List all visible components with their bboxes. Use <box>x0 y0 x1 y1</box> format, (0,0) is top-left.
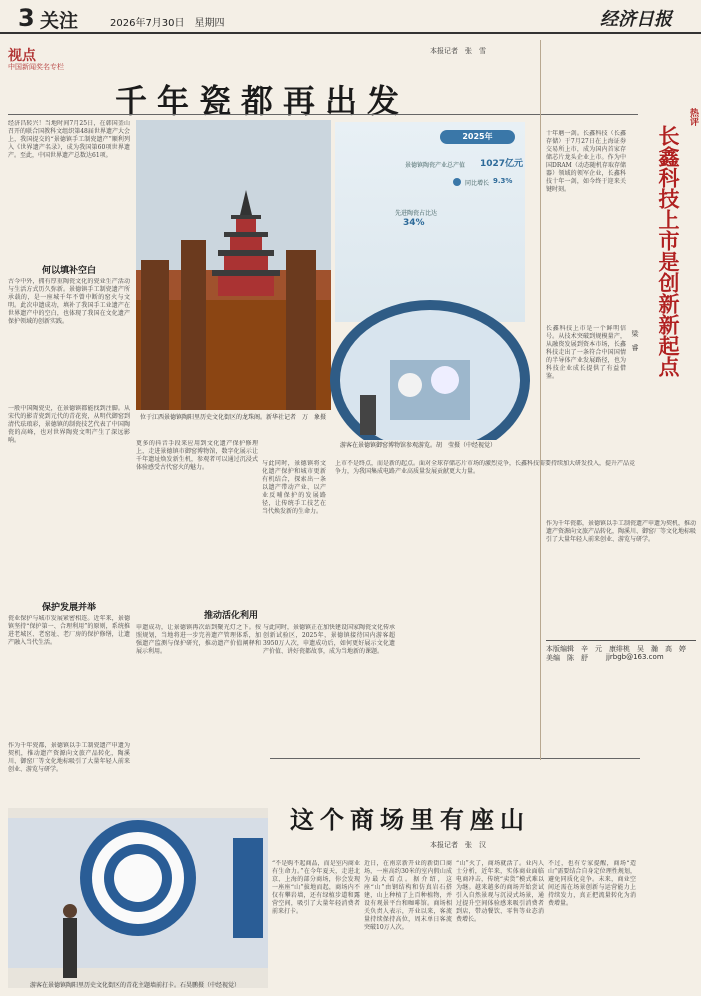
story2-text-4: 不过，也有专家提醒，商场“造山”需要结合自身定位理性规划，避免同质化竞争。未来，商业空间还需在场景创新与运营能力上持续发力，真正把流量转化为消费增量。 <box>548 860 636 907</box>
lead-body-4: 作为千年瓷都，景德镇以手工制瓷遗产申遗为契机，推动遗产资源向文旅产品转化，陶溪川、御窑厂等文化地标吸引了大量年轻人前来创业、游览与研学。 <box>8 742 130 773</box>
stats-year-badge: 2025年 <box>440 130 515 144</box>
section-title: 关注 <box>40 10 79 32</box>
page-number: 3 <box>18 4 35 32</box>
right-column-rule <box>540 40 541 760</box>
headline-rule <box>8 114 638 115</box>
commentary-text-1: 十年磨一剑。长鑫科技（长鑫存储）于7月27日在上海证券交易所上市，成为国内首家存储芯片龙头企业上市。作为中国DRAM（动态随机存取存储器）领域的领军企业，长鑫科技十年一剑，如今终于迎来关键时刻。 <box>546 130 626 193</box>
story2-byline: 本报记者 张 汉 <box>430 841 486 849</box>
column-name: 视点 <box>8 48 36 64</box>
col2-text-c: 申遗成功，让景德镇再次站到聚光灯之下。按照规划，当地将进一步完善遗产管理体系，加强遗产监测与保护研究，推动遗产价值阐释和展示利用。 <box>136 624 261 655</box>
subheading-1: 何以填补空白 <box>41 266 96 276</box>
col3-text-a: 与此同时，景德镇正在加快建设国家陶瓷文化传承创新试验区，2025年，景德镇接待国内游客超3950万人次，申遗成功后，如何更好展示文化遗产价值、讲好瓷都故事，成为当地新的课题。 <box>263 624 395 655</box>
advanced-ceramics-label: 先进陶瓷占比达 <box>395 210 438 217</box>
story2-text-1: “不是购不起商品，而是室内商业有生命力。”在今年夏天，走进北京、上海的部分商场，你会发现一座座“山”拔地而起，商场内不仅有攀岩墙，还有绿植步道和露营空间，吸引了大量年轻消费者前来打卡。 <box>272 860 360 915</box>
museum-caption: 游客在景德镇御窑博物馆参观游览。胡 莹摄（中经视觉） <box>340 442 497 449</box>
story2-headline: 这个商场里有座山 <box>290 805 530 834</box>
commentary-text-3: 作为千年瓷都，景德镇以手工制瓷遗产申遗为契机，推动遗产资源向文旅产品转化，陶溪川、御窑厂等文化地标吸引了大量年轻人前来创业、游览与研学。 <box>546 520 696 543</box>
pagoda-photo <box>136 120 331 410</box>
story2-text-3: “山”火了，商场就活了。业内人士分析，近年来，实体商业面临电商冲击，传统“卖货”模式难以为继。越来越多的商场开始尝试引入自然景观与沉浸式场景，通过提升空间体验感来吸引消费者到店，带动餐饮、零售等业态消费增长。 <box>456 860 544 923</box>
output-label: 景德镇陶瓷产业总产值 <box>405 162 466 169</box>
story2-text-2: 近日，在南京新开业的新街口商场，一座高约30米的室内假山成为最大看点。据介绍，这座“山”由钢结构和仿真岩石搭建，山上种植了上百种植物，并设有观景平台和咖啡馆。商场相关负责人表示，开业以来，客流量持续保持高位，周末单日客流突破10万人次。 <box>364 860 452 931</box>
commentary-tag: 热评 <box>688 108 698 126</box>
pagoda-caption: 位于江西景德镇陶阳里历史文化街区的龙珠阁。新华社记者 万 象摄 <box>140 414 327 421</box>
editor-box <box>546 640 696 662</box>
lead-byline: 本报记者 张 雪 <box>430 47 486 55</box>
lead-intro: 经济昌转兴！当地时间7月25日，在韩国釜山召开的联合国教科文组织第48届世界遗产大会上，我国提交的“景德镇手工制瓷遗产”顺利列入《世界遗产名录》，成为我国第60项世界遗产。至此，中国世界遗产总数达61项。 <box>8 120 130 159</box>
advanced-ceramics-value: 34% <box>403 218 425 228</box>
blue-wall-caption: 游客在景德镇陶阳里历史文化街区的青花主题墙前打卡。石昊鹏摄（中经视觉） <box>30 982 241 989</box>
col2-text-b: 与此同时，景德镇将文化遗产保护和城市更新有机结合，探索出一条以遗产带动产业、以产业反哺保护的发展路径，让传统手工技艺在当代焕发新的生命力。 <box>262 460 326 515</box>
designer-name: 美编 陈 舒 <box>546 654 588 662</box>
output-value: 1027亿元 <box>480 159 524 169</box>
growth-label: 同比增长 <box>465 180 490 187</box>
growth-value: 9.3% <box>493 177 513 185</box>
commentary-author: 梁 睿 <box>631 330 639 351</box>
growth-arrow-icon <box>453 178 461 186</box>
column-subtitle: 中国新闻奖名专栏 <box>8 63 64 71</box>
newspaper-logo: 经济日报 <box>600 9 672 30</box>
lead-headline: 千年瓷都再出发 <box>115 82 410 120</box>
blue-wall-photo <box>8 808 268 988</box>
editor-names: 本版编辑 辛 元 康绯桃 吴 瀚 高 婷 <box>546 645 686 653</box>
subheading-2: 保护发展并举 <box>41 603 96 613</box>
stats-infographic <box>335 122 525 322</box>
lead-body-1: 古今中外，拥有厚重陶瓷文化的瓷业生产活动与生活方式历久弥新。景德镇手工制瓷遗产所承载的，是一座城千年不曾中断的窑火与文明。此次申遗成功，填补了我国手工业遗产在世界遗产中的空白，也体现了我国在文化遗产保护领域的创新实践。 <box>8 278 130 325</box>
lead-body-3: 瓷业保护与城市发展紧密相连。近年来，景德镇坚持“保护第一、合理利用”的原则，系统推进老城区、老窑址、老厂房的保护修缮，让遗产融入当代生活。 <box>8 615 130 646</box>
col3-text-b: 上市不是终点，而是新的起点。面对全球存储芯片市场的激烈竞争，长鑫科技需要持续加大研发投入，提升产品竞争力，为我国集成电路产业高质量发展贡献更大力量。 <box>335 460 635 475</box>
contact-email: jjrbgb@163.com <box>606 653 664 661</box>
subheading-3: 推动活化利用 <box>203 611 258 621</box>
commentary-text-2: 长鑫科技上市是一个鲜明信号。从技术突破到规模量产，从融资发展到资本市场，长鑫科技走出了一条符合中国国情的半导体产业发展路径，也为科技企业成长提供了有益借鉴。 <box>546 325 626 380</box>
story2-rule <box>270 758 640 759</box>
commentary-headline: 长鑫科技上市是创新新起点 <box>656 125 681 377</box>
issue-date: 2026年7月30日 星期四 <box>110 18 225 29</box>
col2-text-a: 更多的抖音手段来应用到文化遗产保护修理上，走进景德镇市御窑博物馆，数字化展示让千年遗址焕发新生机，参观者可以通过沉浸式体验感受古代窑火的魅力。 <box>136 440 258 471</box>
masthead <box>0 0 701 34</box>
museum-photo <box>330 300 530 440</box>
lead-body-2: 一般中国陶瓷史，在景德镇都能找到注脚。从宋代的影青瓷到元代的青花瓷，从明代御窑到清代珐琅彩，景德镇的制瓷技艺代表了中国陶瓷的高峰，也对世界陶瓷文明产生了深远影响。 <box>8 405 130 444</box>
